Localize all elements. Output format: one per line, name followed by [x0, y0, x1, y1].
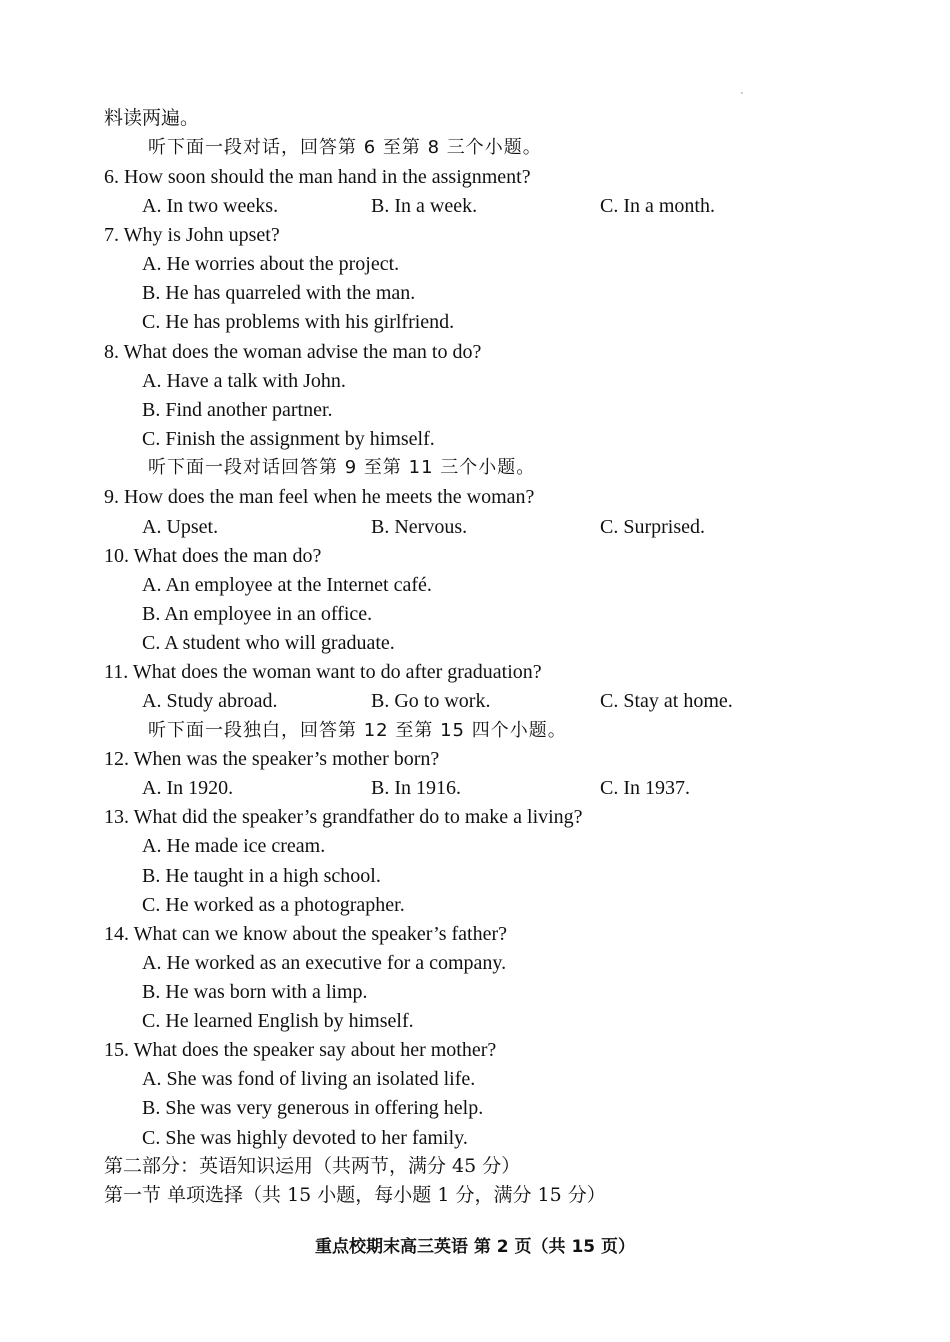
option-b[interactable]: B. In a week. — [371, 195, 478, 217]
intro-tail: 料读两遍。 — [104, 107, 200, 129]
option-a[interactable]: A. He worries about the project. — [142, 253, 400, 275]
option-c[interactable]: C. Stay at home. — [600, 690, 733, 712]
option-b[interactable]: B. She was very generous in offering help. — [142, 1097, 484, 1119]
option-b[interactable]: B. He taught in a high school. — [142, 865, 381, 887]
question-8: 8. What does the woman advise the man to do? — [104, 341, 482, 363]
question-9: 9. How does the man feel when he meets the woman? — [104, 486, 535, 508]
question-14: 14. What can we know about the speaker’s father? — [104, 923, 507, 945]
question-10: 10. What does the man do? — [104, 545, 322, 567]
question-15: 15. What does the speaker say about her mother? — [104, 1039, 497, 1061]
option-b[interactable]: B. He was born with a limp. — [142, 981, 368, 1003]
dialog-instruction-4: 听下面一段对话回答第 9 至第 11 三个小题。 — [148, 457, 536, 478]
option-b[interactable]: B. Find another partner. — [142, 399, 333, 421]
option-c[interactable]: C. A student who will graduate. — [142, 632, 395, 654]
options-row-11 — [0, 687, 950, 716]
option-a[interactable]: A. She was fond of living an isolated life. — [142, 1068, 476, 1090]
option-b[interactable]: B. In 1916. — [371, 777, 461, 799]
monologue-instruction: 听下面一段独白，回答第 12 至第 15 四个小题。 — [148, 720, 567, 741]
question-13: 13. What did the speaker’s grandfather do to make a living? — [104, 806, 583, 828]
option-b[interactable]: B. Go to work. — [371, 690, 491, 712]
option-c[interactable]: C. He has problems with his girlfriend. — [142, 311, 455, 333]
option-a[interactable]: A. An employee at the Internet café. — [142, 574, 432, 596]
question-12: 12. When was the speaker’s mother born? — [104, 748, 440, 770]
option-a[interactable]: A. In 1920. — [142, 777, 234, 799]
option-a[interactable]: A. He made ice cream. — [142, 835, 326, 857]
option-a[interactable]: A. Upset. — [142, 516, 219, 538]
options-row-6 — [0, 192, 950, 221]
part2-heading: 第二部分：英语知识运用（共两节，满分 45 分） — [104, 1155, 521, 1177]
option-b[interactable]: B. He has quarreled with the man. — [142, 282, 416, 304]
question-7: 7. Why is John upset? — [104, 224, 280, 246]
option-c[interactable]: C. In a month. — [600, 195, 715, 217]
scan-speck — [741, 92, 743, 94]
options-row-12 — [0, 774, 950, 803]
option-a[interactable]: A. Study abroad. — [142, 690, 278, 712]
option-a[interactable]: A. Have a talk with John. — [142, 370, 346, 392]
section1-heading: 第一节 单项选择（共 15 小题，每小题 1 分，满分 15 分） — [104, 1184, 606, 1206]
dialog-instruction-3: 听下面一段对话，回答第 6 至第 8 三个小题。 — [148, 137, 542, 158]
option-b[interactable]: B. An employee in an office. — [142, 603, 373, 625]
page-footer: 重点校期末高三英语 第 2 页（共 15 页） — [314, 1237, 636, 1257]
question-6: 6. How soon should the man hand in the assignment? — [104, 166, 531, 188]
option-c[interactable]: C. He worked as a photographer. — [142, 894, 405, 916]
option-c[interactable]: C. Surprised. — [600, 516, 705, 538]
option-a[interactable]: A. He worked as an executive for a company. — [142, 952, 507, 974]
option-c[interactable]: C. In 1937. — [600, 777, 690, 799]
option-c[interactable]: C. He learned English by himself. — [142, 1010, 414, 1032]
option-c[interactable]: C. She was highly devoted to her family. — [142, 1127, 468, 1149]
question-11: 11. What does the woman want to do after graduation? — [104, 661, 542, 683]
option-c[interactable]: C. Finish the assignment by himself. — [142, 428, 435, 450]
options-row-9 — [0, 513, 950, 542]
option-b[interactable]: B. Nervous. — [371, 516, 468, 538]
option-a[interactable]: A. In two weeks. — [142, 195, 279, 217]
